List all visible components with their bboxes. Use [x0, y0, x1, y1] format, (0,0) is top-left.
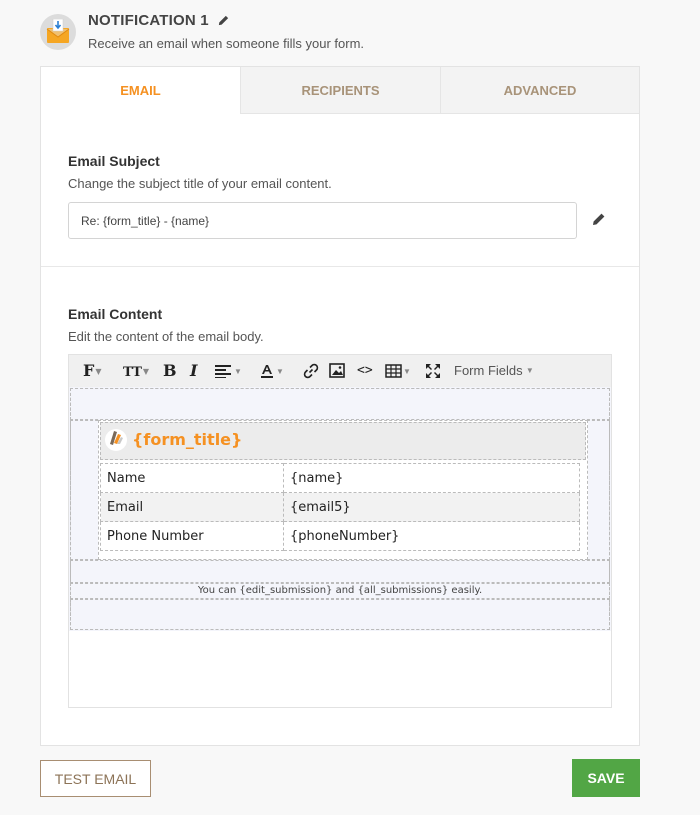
form-fields-label: Form Fields	[454, 363, 523, 378]
section-divider	[41, 266, 639, 267]
notification-header	[40, 12, 640, 56]
tab-recipients[interactable]: RECIPIENTS	[240, 67, 440, 114]
pencil-icon[interactable]	[217, 14, 230, 32]
notification-title	[88, 12, 230, 32]
text-color-icon[interactable]: ▼	[259, 361, 284, 381]
italic-icon[interactable]: I	[190, 361, 198, 380]
save-button[interactable]: SAVE	[572, 759, 640, 797]
align-icon[interactable]: ▼	[215, 361, 242, 381]
field-value: {phoneNumber}	[284, 522, 580, 551]
link-icon[interactable]	[303, 361, 319, 381]
table-row	[101, 522, 580, 551]
email-content-description: Edit the content of the email body.	[68, 329, 264, 344]
notification-card	[40, 66, 640, 746]
email-top-spacer	[70, 388, 610, 420]
email-editor[interactable]	[68, 354, 612, 708]
field-value: {name}	[284, 464, 580, 493]
notification-subtitle: Receive an email when someone fills your form.	[88, 36, 365, 51]
email-subject-input[interactable]	[68, 202, 577, 239]
test-email-button[interactable]: TEST EMAIL	[40, 760, 151, 797]
email-form-title: {form_title}	[132, 430, 243, 449]
email-bottom-spacer	[70, 599, 610, 630]
table-icon[interactable]: ▼	[385, 361, 411, 381]
field-label: Phone Number	[101, 522, 284, 551]
email-fields-table	[100, 463, 580, 551]
notification-title-text: NOTIFICATION 1	[88, 12, 209, 29]
editor-canvas[interactable]	[69, 387, 611, 631]
fullscreen-icon[interactable]	[425, 361, 441, 381]
tab-advanced[interactable]: ADVANCED	[440, 67, 639, 114]
table-row	[101, 464, 580, 493]
email-spacer-row	[70, 560, 610, 583]
editor-toolbar	[69, 355, 611, 387]
email-subject-description: Change the subject title of your email content.	[68, 176, 332, 191]
form-fields-dropdown[interactable]: Form Fields ▼	[454, 363, 534, 378]
form-logo-icon	[103, 425, 129, 457]
subject-pencil-icon[interactable]	[591, 211, 607, 232]
envelope-icon	[40, 14, 76, 50]
field-label: Name	[101, 464, 284, 493]
image-icon[interactable]	[329, 361, 345, 381]
bold-icon[interactable]: B	[163, 361, 177, 380]
table-row	[101, 493, 580, 522]
tab-email[interactable]: EMAIL	[41, 67, 240, 114]
font-family-icon[interactable]: F▼	[83, 361, 102, 380]
code-icon[interactable]: <>	[357, 363, 373, 378]
field-value: {email5}	[284, 493, 580, 522]
email-content-title: Email Content	[68, 306, 163, 322]
font-size-icon[interactable]: TT▼	[123, 365, 150, 380]
email-subject-title: Email Subject	[68, 153, 160, 169]
email-note-text: You can {edit_submission} and {all_submissions} easily.	[197, 585, 483, 596]
tab-bar	[41, 67, 639, 114]
field-label: Email	[101, 493, 284, 522]
